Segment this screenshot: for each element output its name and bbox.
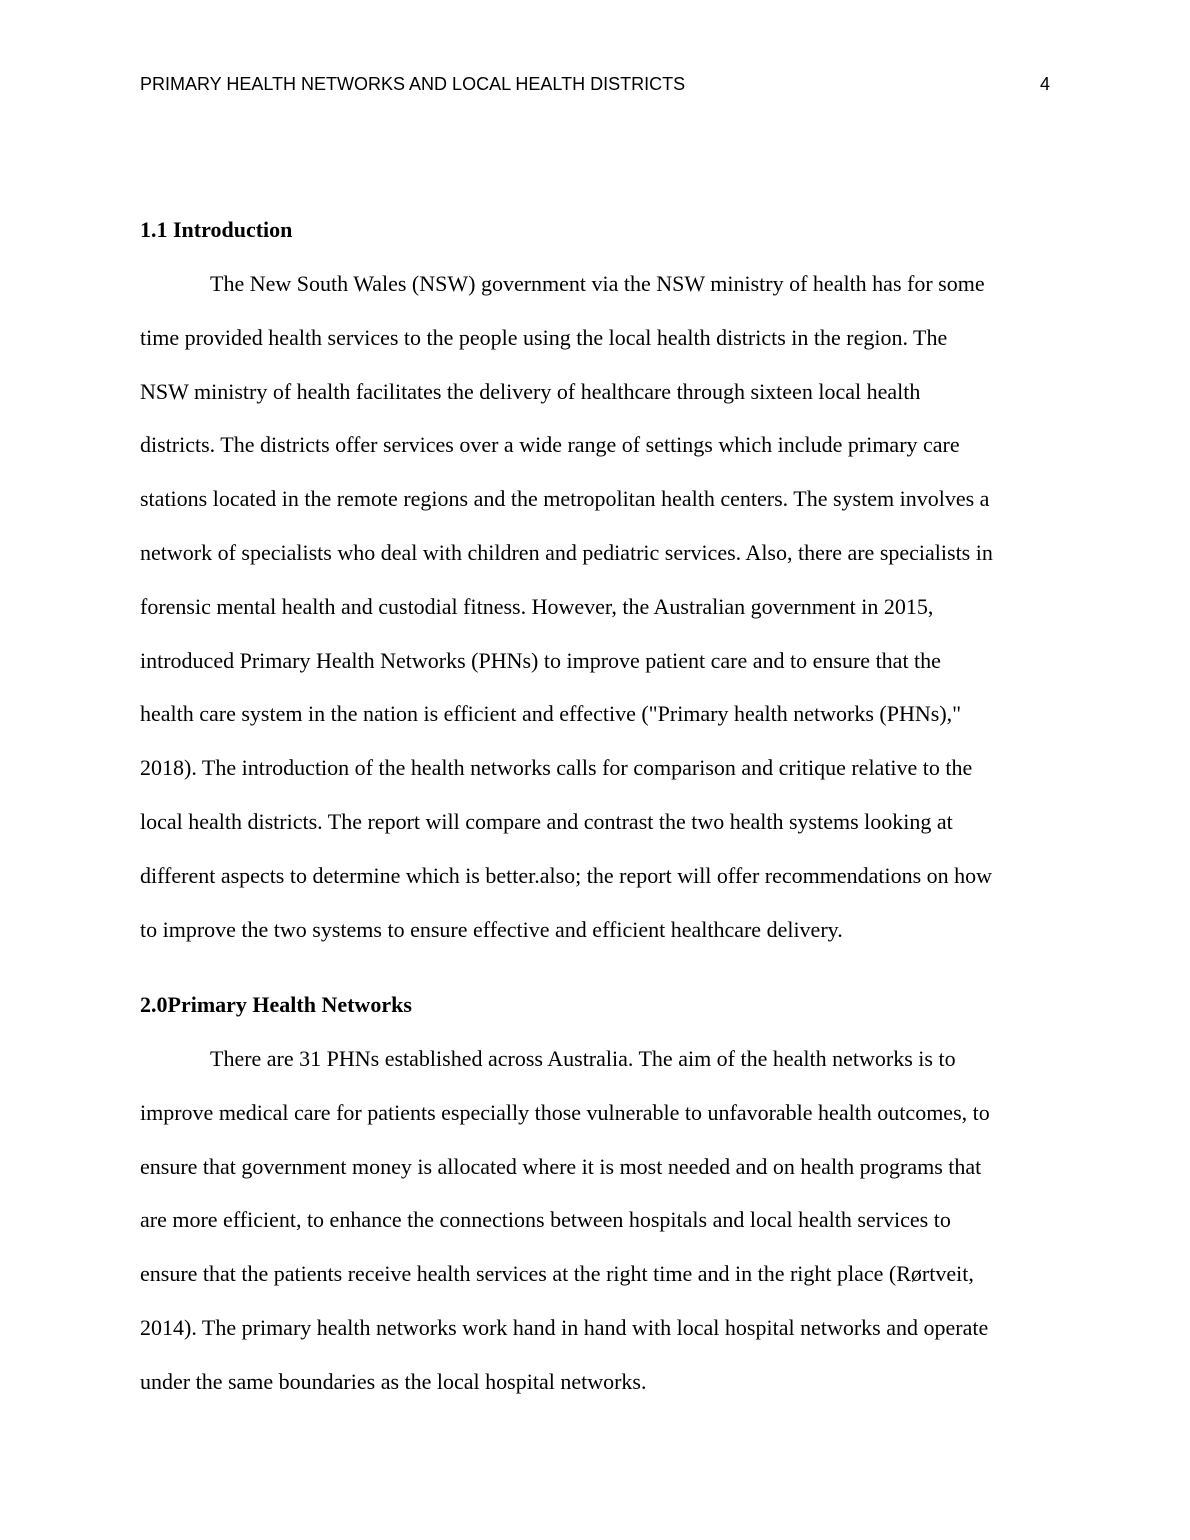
paragraph-primary-health-networks <box>140 1044 1050 1397</box>
running-head <box>140 72 1050 96</box>
paragraph-line: different aspects to determine which is better.also; the report will offer recommendations on how <box>140 862 993 888</box>
paragraph-line: There are 31 PHNs established across Australia. The aim of the health networks is to <box>210 1046 956 1071</box>
paragraph-line: NSW ministry of health facilitates the delivery of healthcare through sixteen local health <box>140 378 921 404</box>
section-heading-primary-health-networks: 2.0Primary Health Networks <box>140 992 412 1017</box>
paragraph-line: time provided health services to the people using the local health districts in the region. The <box>140 324 948 350</box>
paragraph-line: ensure that the patients receive health services at the right time and in the right place (Rørtveit, <box>140 1261 974 1287</box>
paragraph-line: under the same boundaries as the local hospital networks. <box>140 1368 647 1394</box>
paragraph-line: ensure that government money is allocated where it is most needed and on health programs that <box>140 1153 982 1179</box>
paragraph-line: local health districts. The report will compare and contrast the two health systems looking at <box>140 808 953 834</box>
paragraph-line: stations located in the remote regions and the metropolitan health centers. The system involves a <box>140 486 990 512</box>
page-number: 4 <box>1039 74 1050 94</box>
paragraph-line: forensic mental health and custodial fitness. However, the Australian government in 2015, <box>140 593 934 619</box>
running-head-title: PRIMARY HEALTH NETWORKS AND LOCAL HEALTH DISTRICTS <box>140 74 686 94</box>
paragraph-line: 2018). The introduction of the health networks calls for comparison and critique relative to the <box>140 755 973 781</box>
paragraph-line: to improve the two systems to ensure effective and efficient healthcare delivery. <box>140 916 843 942</box>
paragraph-line: The New South Wales (NSW) government via the NSW ministry of health has for some <box>210 271 985 296</box>
paragraph-introduction <box>140 269 1050 945</box>
section-heading-introduction: 1.1 Introduction <box>140 217 293 242</box>
paragraph-line: are more efficient, to enhance the connections between hospitals and local health services to <box>140 1207 951 1233</box>
paragraph-line: health care system in the nation is efficient and effective ("Primary health networks (PHNs)," <box>140 701 962 727</box>
paragraph-line: 2014). The primary health networks work hand in hand with local hospital networks and operate <box>140 1314 989 1340</box>
section-introduction <box>140 215 1050 945</box>
paragraph-line: introduced Primary Health Networks (PHNs) to improve patient care and to ensure that the <box>140 647 941 673</box>
section-primary-health-networks <box>140 990 1050 1397</box>
paragraph-line: improve medical care for patients especially those vulnerable to unfavorable health outcomes, to <box>140 1099 990 1125</box>
paragraph-line: districts. The districts offer services over a wide range of settings which include primary care <box>140 432 960 458</box>
paragraph-line: network of specialists who deal with children and pediatric services. Also, there are specialists in <box>140 539 993 565</box>
